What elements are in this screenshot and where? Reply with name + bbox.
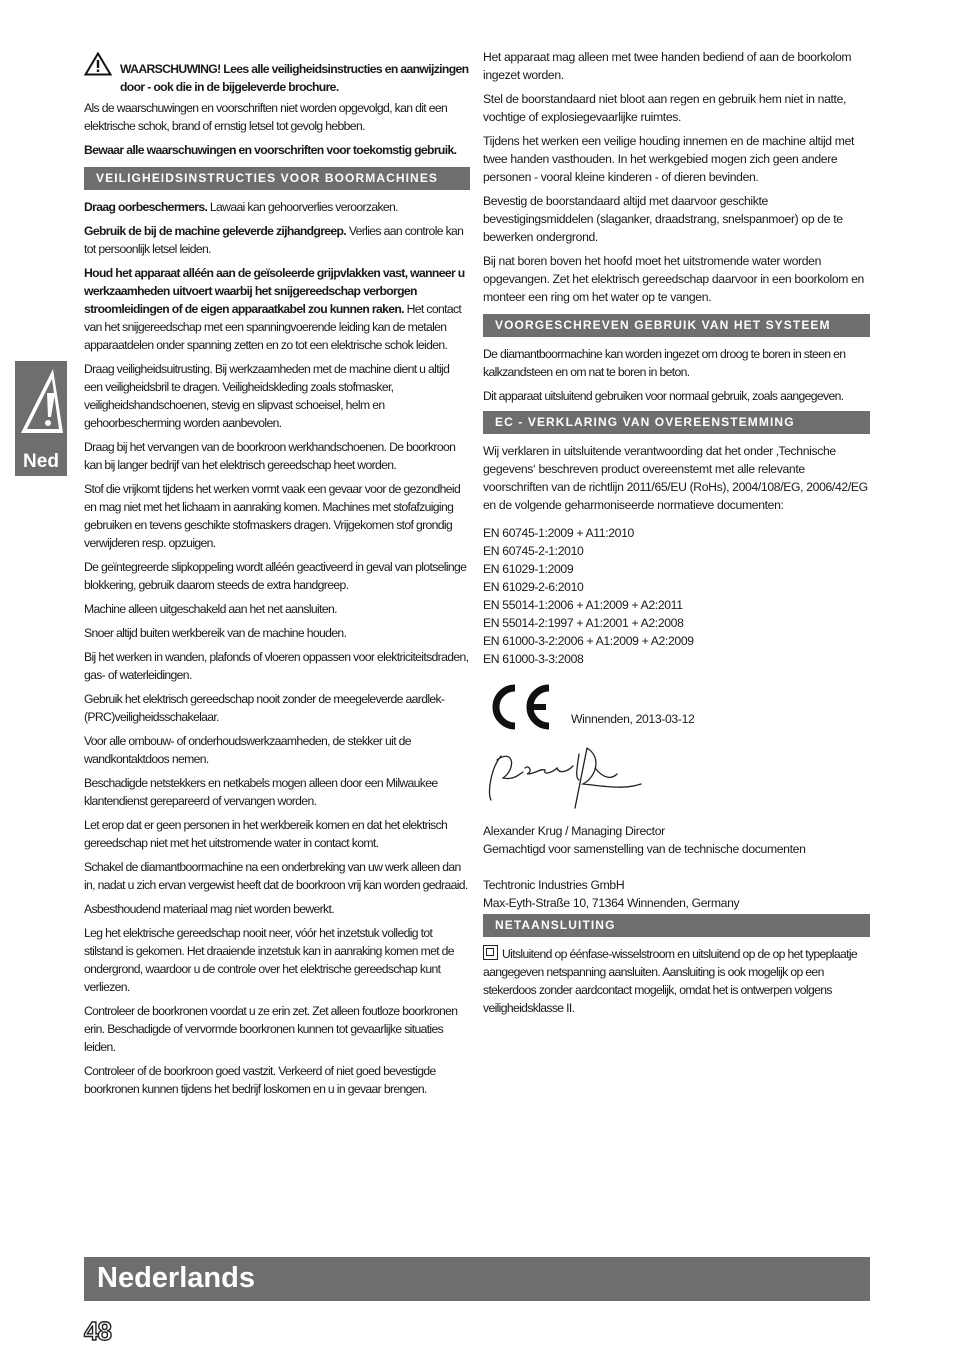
mains-header: NETAANSLUITING [483,914,870,937]
safety-item [84,1062,470,1098]
safety-item [84,858,470,894]
safety-item: Tijdens het werken een veilige houding innemen en de machine altijd met twee handen vasthouden. In het werkgebied mogen zich geen andere personen - vooral kleine kinderen - of dieren bevinden. [483,134,855,184]
safety-item [84,222,470,258]
safety-item [84,900,470,918]
safety-item-text: Stof die vrijkomt tijdens het werken vormt vaak een gevaar voor de gezondheid en mag niet met het lichaam in aanraking komen. Machines met stofafzuiging gebruiken en tevens geschikte stofmaskers dragen. Vrijgekomen stof grondig verwijderen resp. opzuigen. [84,482,461,550]
keep-instructions-text: Bewaar alle waarschuwingen en voorschriften voor toekomstig gebruik. [84,143,457,157]
safety-item-text: Bij het werken in wanden, plafonds of vloeren oppassen voor elektriciteitsdraden, gas- of waterleidingen. [84,650,469,682]
safety-item [84,264,470,354]
safety-item [84,1002,470,1056]
safety-item-bold: Houd het apparaat alléén aan de geïsoleerde grijpvlakken vast, wanneer u werkzaamheden uitvoert waarbij het snijgereedschap verborgen stroomleidingen of de eigen apparaatkabel zou kunnen raken. [84,266,465,316]
norm-item: EN 61000-3-2:2006 + A1:2009 + A2:2009 [483,634,694,648]
safety-item-text: Schakel de diamantboormachine na een onderbreking van uw werk alleen dan in, nadat u zich ervan vergewist heeft dat de boorkroon vrij kan worden gedraaid. [84,860,468,892]
right-column [483,48,870,1023]
norm-item: EN 61029-1:2009 [483,562,574,576]
signature-image [483,738,653,818]
safety-item-text: Het contact van het snijgereedschap met een spanningvoerende leiding kan de metalen apparaatdelen onder spanning zetten en zo tot een elektrische schok leiden. [84,302,462,352]
safety-item-text: Leg het elektrische gereedschap nooit neer, vóór het inzetstuk volledig tot stilstand is gekomen. Het draaiende inzetstuk kan in aanraking komen met de ondergrond, waardoor u de controle over het elektrische gereedschap kunt verliezen. [84,926,454,994]
safety-item-text: Voor alle ombouw- of onderhoudswerkzaamheden, de stekker uit de wandkontaktdoos nemen. [84,734,411,766]
company-name: Techtronic Industries GmbH [483,878,625,892]
norm-item: EN 60745-2-1:2010 [483,544,584,558]
norm-item: EN 55014-1:2006 + A1:2009 + A2:2011 [483,598,683,612]
safety-item: Bij nat boren boven het hoofd moet het uitstromende water worden opgevangen. Zet het elektrisch gereedschap daarvoor in een boorkolom en monteer een ring om het water op te vangen. [483,254,864,304]
safety-instruction-list-continued [483,48,870,306]
norms-list [483,524,870,668]
safety-item [84,438,470,474]
norm-item: EN 55014-2:1997 + A1:2001 + A2:2008 [483,616,684,630]
warning-text: Als de waarschuwingen en voorschriften niet worden opgevolgd, kan dit een elektrische schok, brand of ernstig letsel tot gevolg hebben. [84,101,448,133]
authorized-text: Gemachtigd voor samenstelling van de technische documenten [483,842,806,856]
safety-instruction-list [84,198,470,1098]
safety-item-text: Let erop dat er geen personen in het werkbereik komen en dat het elektrisch gereedschap niet met het uitstromende water in contact komt. [84,818,448,850]
mains-text: Uitsluitend op éénfase-wisselstroom en uitsluitend op de op het typeplaatje aangegeven netspanning aansluiten. Aansluiting is ook mogelijk op een stekerdoos zonder aardcontact mogelijk, omdat het is ontwerpen volgens veiligheidsklasse II. [483,947,858,1015]
safety-item [84,690,470,726]
safety-item [84,600,470,618]
side-tab-label: Ned [23,451,59,472]
conformity-header: EC - VERKLARING VAN OVEREENSTEMMING [483,411,870,434]
safety-item-text: Lawaai kan gehoorverlies veroorzaken. [207,200,398,214]
warning-exclamation-icon [17,367,65,443]
safety-item: Bevestig de boorstandaard altijd met daarvoor geschikte bevestigingsmiddelen (slaganker, draadstrang, snelspanmoer) op de te bewerken ondergrond. [483,194,843,244]
safety-item [84,480,470,552]
safety-item: Het apparaat mag alleen met twee handen bediend of aan de boorkolom ingezet worden. [483,50,852,82]
safety-item-text: Draag bij het vervangen van de boorkroon werkhandschoenen. De boorkroon kan bij langer bedrijf van het elektrisch gereedschap heet worden. [84,440,456,472]
safety-item [84,624,470,642]
safety-item-bold: Gebruik de bij de machine geleverde zijhandgreep. [84,224,347,238]
place-date: Winnenden, 2013-03-12 [571,712,695,726]
ce-row [483,684,870,730]
norm-item: EN 60745-1:2009 + A11:2010 [483,526,634,540]
ce-mark-icon [487,684,553,730]
signer-name: Alexander Krug / Managing Director [483,824,665,838]
safety-item [84,648,470,684]
protection-class-ii-icon [483,945,498,960]
safety-item-text: Snoer altijd buiten werkbereik van de machine houden. [84,626,347,640]
norm-item: EN 61029-2-6:2010 [483,580,584,594]
safety-item-text: Machine alleen uitgeschakeld aan het net aansluiten. [84,602,337,616]
language-side-tab [15,361,67,476]
safety-item [84,198,470,216]
warning-block [84,52,470,96]
page-number: 48 [84,1316,111,1346]
safety-item-text: Gebruik het elektrisch gereedschap nooit zonder de meegeleverde aardlek-(PRC)veiligheidsschakelaar. [84,692,445,724]
language-title: Nederlands [97,1262,255,1294]
safety-item-bold: Draag oorbeschermers. [84,200,208,214]
safety-item [84,774,470,810]
language-bar [84,1257,870,1301]
conformity-text: Wij verklaren in uitsluitende verantwoording dat het onder ‚Technische gegevens‘ beschreven product overeenstemt met alle relevante voorschriften van de richtlijn 2011/65/EU (RoHs), 2004/108/EG, 2006/42/EG en de volgende geharmoniseerde normatieve documenten: [483,444,868,512]
intended-use-note: Dit apparaat uitsluitend gebruiken voor normaal gebruik, zoals aangegeven. [483,389,844,403]
company-address: Max-Eyth-Straße 10, 71364 Winnenden, Germany [483,896,740,910]
safety-item [84,732,470,768]
safety-item-text: Draag veiligheidsuitrusting. Bij werkzaamheden met de machine dient u altijd een veiligheidsbril te dragen. Veiligheidskleding zoals stofmasker, veiligheidshandschoenen, stevig en slipvast schoeisel, helm en gehoorbescherming worden aanbevolen. [84,362,450,430]
intended-use-text: De diamantboormachine kan worden ingezet om droog te boren in steen en kalkzandsteen en om nat te boren in beton. [483,347,846,379]
safety-item-text: Verlies aan controle kan tot persoonlijk letsel leiden. [84,224,464,256]
intended-use-header: VOORGESCHREVEN GEBRUIK VAN HET SYSTEEM [483,314,870,337]
safety-item: Stel de boorstandaard niet bloot aan regen en gebruik hem niet in natte, vochtige of explosiegevaarlijke ruimtes. [483,92,847,124]
safety-item [84,924,470,996]
safety-item [84,816,470,852]
safety-item-text: Asbesthoudend materiaal mag niet worden bewerkt. [84,902,334,916]
safety-item [84,360,470,432]
warning-triangle-icon [84,52,112,76]
warning-title: WAARSCHUWING! Lees alle veiligheidsinstructies en aanwijzingen door - ook die in de bijgeleverde brochure. [120,62,469,94]
norm-item: EN 61000-3-3:2008 [483,652,584,666]
safety-item [84,558,470,594]
safety-item-text: Beschadigde netstekkers en netkabels mogen alleen door een Milwaukee klantendienst gerepareerd of vervangen worden. [84,776,438,808]
safety-item-text: Controleer de boorkronen voordat u ze erin zet. Zet alleen foutloze boorkronen erin. Beschadigde of vervormde boorkronen kunnen tot gevaarlijke situaties leiden. [84,1004,458,1054]
left-column [84,48,470,1104]
safety-item-text: Controleer of de boorkroon goed vastzit. Verkeerd of niet goed bevestigde boorkronen kunnen tijdens het bedrijf loskomen en u in gevaar brengen. [84,1064,436,1096]
safety-header: VEILIGHEIDSINSTRUCTIES VOOR BOORMACHINES [84,167,470,190]
safety-item-text: De geïntegreerde slipkoppeling wordt alléén geactiveerd in geval van plotselinge blokkering, gebruik daarom steeds de extra handgreep. [84,560,467,592]
